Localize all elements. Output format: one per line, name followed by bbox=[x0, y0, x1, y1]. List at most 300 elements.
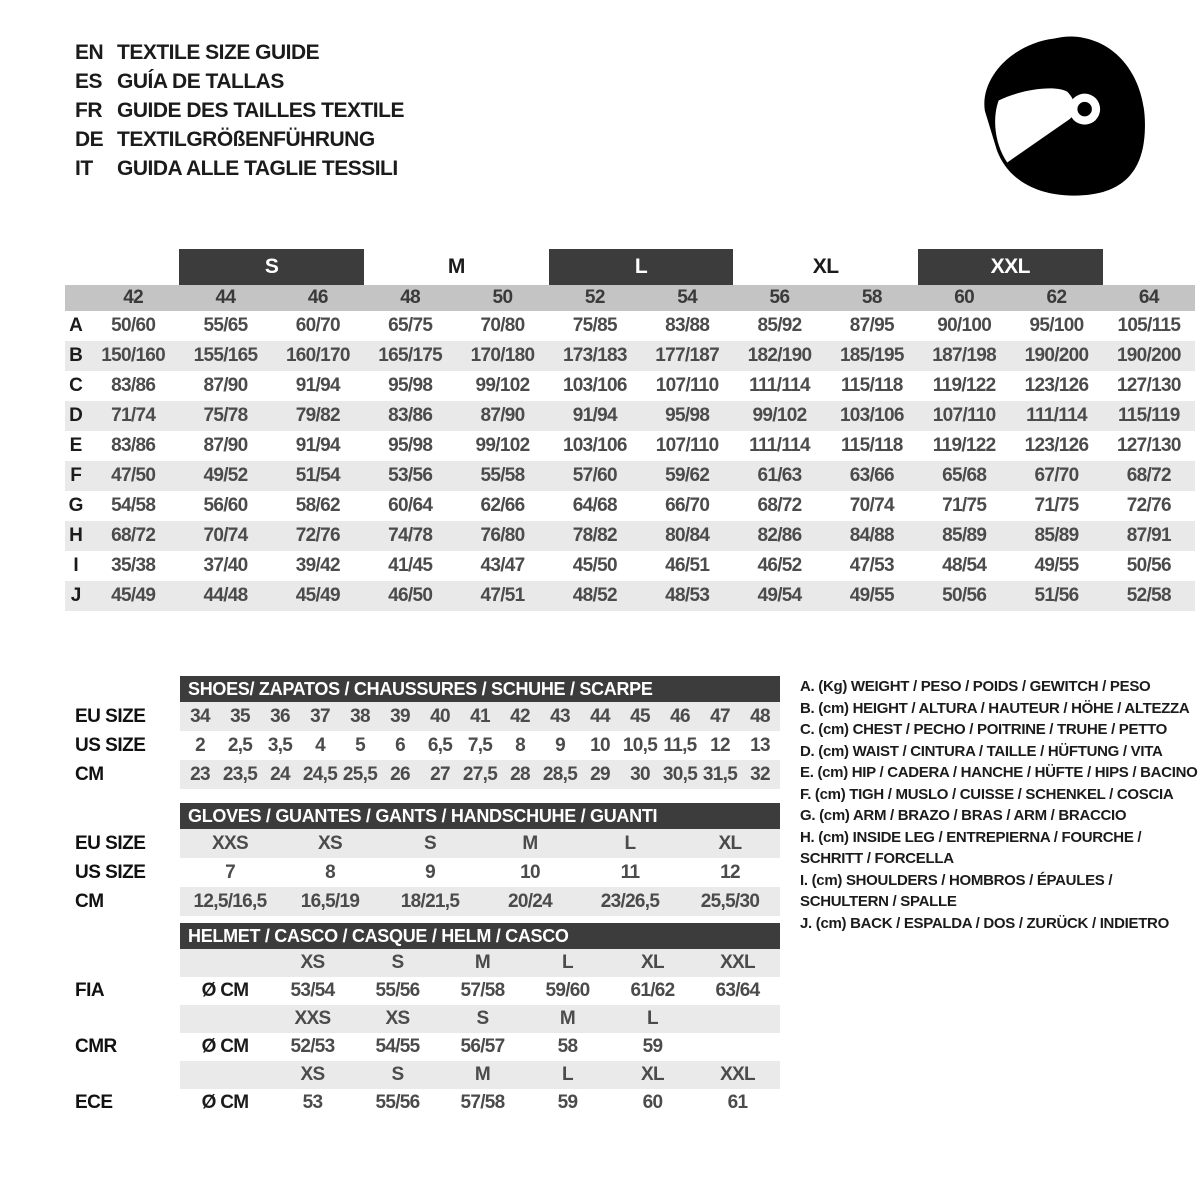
size-value: 31,5 bbox=[702, 763, 738, 785]
measurement-value: 78/82 bbox=[572, 525, 617, 546]
helmet-size-label: XL bbox=[641, 1064, 664, 1085]
helmet-table-title: HELMET / CASCO / CASQUE / HELM / CASCO bbox=[180, 923, 780, 949]
measurement-value: 51/54 bbox=[295, 465, 340, 486]
measurement-value: 105/115 bbox=[1117, 315, 1181, 336]
shoes-table-title: SHOES/ ZAPATOS / CHAUSSURES / SCHUHE / SCARPE bbox=[180, 676, 780, 702]
language-code: DE bbox=[75, 127, 104, 151]
measurement-value: 91/94 bbox=[295, 375, 340, 396]
size-column-header: 54 bbox=[677, 287, 698, 308]
measurement-value: 83/88 bbox=[665, 315, 710, 336]
measurement-value: 84/88 bbox=[849, 525, 894, 546]
helmet-size-label: S bbox=[476, 1008, 489, 1029]
size-value: 23/26,5 bbox=[600, 890, 660, 912]
helmet-size-value: 56/57 bbox=[460, 1036, 505, 1057]
size-value: 4 bbox=[315, 734, 325, 756]
measurement-value: 48/53 bbox=[665, 585, 710, 606]
measurement-value: 49/55 bbox=[1034, 555, 1079, 576]
row-label: US SIZE bbox=[75, 734, 146, 756]
size-group-xxl: XXL bbox=[918, 249, 1103, 285]
size-value: 12 bbox=[710, 734, 730, 756]
size-value: 16,5/19 bbox=[300, 890, 360, 912]
measurement-value: 111/114 bbox=[1026, 405, 1087, 426]
measurement-value: 83/86 bbox=[111, 435, 156, 456]
helmet-size-value bbox=[695, 1033, 780, 1061]
size-value: 5 bbox=[355, 734, 365, 756]
measurement-value: 48/54 bbox=[942, 555, 987, 576]
spacer bbox=[75, 676, 180, 702]
measurement-row-i bbox=[65, 551, 1195, 581]
measurement-value: 66/70 bbox=[665, 495, 710, 516]
legend-line: D. (cm) WAIST / CINTURA / TAILLE / HÜFTUNG / VITA bbox=[800, 742, 1163, 760]
size-value: 23,5 bbox=[222, 763, 258, 785]
size-value: M bbox=[522, 832, 538, 854]
measurement-value: 190/200 bbox=[1116, 345, 1181, 366]
size-value: 30 bbox=[630, 763, 650, 785]
measurement-value: 111/114 bbox=[749, 375, 810, 396]
measurement-value: 75/78 bbox=[203, 405, 248, 426]
measurement-value: 49/55 bbox=[849, 585, 894, 606]
measurement-value: 52/58 bbox=[1126, 585, 1171, 606]
helmet-size-band-row bbox=[75, 1061, 780, 1089]
measurement-value: 46/50 bbox=[388, 585, 433, 606]
measurement-value: 56/60 bbox=[203, 495, 248, 516]
measurement-value: 107/110 bbox=[655, 435, 719, 456]
row-label: EU SIZE bbox=[75, 705, 146, 727]
measurement-value: 51/56 bbox=[1034, 585, 1079, 606]
helmet-size-band-row bbox=[75, 1005, 780, 1033]
measurement-value: 87/90 bbox=[203, 435, 248, 456]
helmet-size-label: XS bbox=[385, 1008, 410, 1029]
size-group-xl: XL bbox=[812, 255, 839, 278]
measurement-value: 71/75 bbox=[1034, 495, 1079, 516]
measurement-row-j bbox=[65, 581, 1195, 611]
row-label: US SIZE bbox=[75, 861, 146, 883]
helmet-standard-row-cmr bbox=[75, 1033, 780, 1061]
measurement-row-a bbox=[65, 311, 1195, 341]
row-label: F bbox=[70, 465, 82, 486]
size-column-header: 42 bbox=[123, 287, 144, 308]
measurement-value: 67/70 bbox=[1034, 465, 1079, 486]
size-value: XL bbox=[718, 832, 742, 854]
language-text: GUIDE DES TAILLES TEXTILE bbox=[117, 98, 404, 122]
measurement-value: 70/74 bbox=[849, 495, 894, 516]
measurement-value: 107/110 bbox=[655, 375, 719, 396]
helmet-size-label: XXL bbox=[720, 952, 755, 973]
helmet-size-label: M bbox=[474, 1064, 491, 1085]
measurement-value: 54/58 bbox=[111, 495, 156, 516]
measurement-value: 111/114 bbox=[749, 435, 810, 456]
measurement-value: 182/190 bbox=[747, 345, 812, 366]
size-row bbox=[75, 829, 780, 858]
measurement-value: 50/56 bbox=[1126, 555, 1171, 576]
helmet-size-value: 59 bbox=[557, 1092, 578, 1113]
helmet-size-value: 53 bbox=[302, 1092, 323, 1113]
measurement-value: 45/50 bbox=[572, 555, 617, 576]
measurement-value: 71/75 bbox=[942, 495, 987, 516]
language-code: ES bbox=[75, 69, 103, 93]
measurement-value: 43/47 bbox=[480, 555, 525, 576]
size-value: 2 bbox=[195, 734, 205, 756]
measurement-value: 87/90 bbox=[203, 375, 248, 396]
legend-line: G. (cm) ARM / BRAZO / BRAS / ARM / BRACCIO bbox=[800, 807, 1127, 824]
size-value: 29 bbox=[590, 763, 610, 785]
size-row bbox=[75, 887, 780, 916]
measurement-value: 68/72 bbox=[757, 495, 802, 516]
measurement-value: 119/122 bbox=[932, 375, 996, 396]
measurement-value: 87/91 bbox=[1126, 525, 1171, 546]
row-label: C bbox=[69, 375, 83, 396]
measurement-value: 160/170 bbox=[285, 345, 350, 366]
size-value: 9 bbox=[425, 861, 435, 883]
language-code: IT bbox=[75, 156, 93, 180]
measurement-value: 173/183 bbox=[562, 345, 627, 366]
measurement-value: 80/84 bbox=[665, 525, 710, 546]
measurement-value: 55/65 bbox=[203, 315, 248, 336]
spacer bbox=[75, 949, 180, 977]
language-text: GUIDA ALLE TAGLIE TESSILI bbox=[117, 156, 398, 180]
row-label: G bbox=[68, 495, 84, 516]
measurement-value: 107/110 bbox=[932, 405, 996, 426]
measurement-value: 165/175 bbox=[378, 345, 443, 366]
helmet-size-value: 60 bbox=[642, 1092, 663, 1113]
language-title bbox=[75, 154, 404, 183]
measurement-value: 46/51 bbox=[665, 555, 710, 576]
gloves-table-title: GLOVES / GUANTES / GANTS / HANDSCHUHE / GUANTI bbox=[180, 803, 780, 829]
measurement-value: 75/85 bbox=[572, 315, 617, 336]
measurement-value: 127/130 bbox=[1116, 435, 1181, 456]
helmet-size-value: 63/64 bbox=[715, 980, 760, 1001]
diameter-unit: Ø CM bbox=[201, 1092, 249, 1113]
size-value: 10 bbox=[590, 734, 610, 756]
size-value: 46 bbox=[670, 705, 690, 727]
helmet-size-value: 58 bbox=[557, 1036, 578, 1057]
size-value: 47 bbox=[710, 705, 730, 727]
size-row bbox=[75, 731, 780, 760]
size-value: 11 bbox=[620, 861, 640, 883]
legend-line: A. (Kg) WEIGHT / PESO / POIDS / GEWITCH / PESO bbox=[800, 678, 1151, 695]
measurement-value: 85/89 bbox=[1034, 525, 1079, 546]
row-label: B bbox=[69, 345, 83, 366]
size-value: 11,5 bbox=[663, 734, 697, 756]
measurement-row-d bbox=[65, 401, 1195, 431]
standard-label: CMR bbox=[75, 1036, 117, 1057]
measurement-value: 127/130 bbox=[1116, 375, 1181, 396]
measurement-value: 47/50 bbox=[111, 465, 156, 486]
measurement-value: 57/60 bbox=[572, 465, 617, 486]
helmet-size-value: 57/58 bbox=[460, 1092, 505, 1113]
measurement-value: 65/75 bbox=[388, 315, 433, 336]
measurement-value: 59/62 bbox=[665, 465, 710, 486]
measurement-value: 85/92 bbox=[757, 315, 802, 336]
measurement-value: 62/66 bbox=[480, 495, 525, 516]
legend-line: E. (cm) HIP / CADERA / HANCHE / HÜFTE / HIPS / BACINO bbox=[800, 764, 1198, 781]
measurement-value: 48/52 bbox=[572, 585, 617, 606]
measurement-value: 115/119 bbox=[1117, 405, 1180, 426]
measurement-value: 83/86 bbox=[388, 405, 433, 426]
standard-label: ECE bbox=[75, 1092, 113, 1113]
language-title bbox=[75, 38, 404, 67]
legend-line: I. (cm) SHOULDERS / HOMBROS / ÉPAULES / bbox=[800, 871, 1113, 889]
size-value: S bbox=[424, 832, 436, 854]
helmet-size-label bbox=[695, 1005, 780, 1033]
diameter-unit: Ø CM bbox=[201, 1036, 249, 1057]
measurement-value: 76/80 bbox=[480, 525, 525, 546]
size-value: 42 bbox=[510, 705, 530, 727]
measurement-value: 50/60 bbox=[111, 315, 156, 336]
measurement-value: 72/76 bbox=[1126, 495, 1171, 516]
measurement-value: 70/80 bbox=[480, 315, 525, 336]
measurement-row-g bbox=[65, 491, 1195, 521]
size-column-header: 58 bbox=[861, 287, 882, 308]
helmet-size-value: 57/58 bbox=[460, 980, 505, 1001]
measurement-value: 37/40 bbox=[203, 555, 248, 576]
size-group-header-row bbox=[65, 249, 1195, 285]
helmet-size-label: L bbox=[562, 952, 573, 973]
measurement-value: 187/198 bbox=[932, 345, 997, 366]
size-group-l: L bbox=[549, 249, 734, 285]
measurement-value: 115/118 bbox=[840, 375, 903, 396]
size-column-header: 46 bbox=[307, 287, 328, 308]
legend-line: SCHRITT / FORCELLA bbox=[800, 850, 954, 867]
size-value: 12,5/16,5 bbox=[193, 890, 267, 912]
measurement-value: 99/102 bbox=[475, 435, 530, 456]
helmet-size-value: 54/55 bbox=[375, 1036, 420, 1057]
measurement-value: 83/86 bbox=[111, 375, 156, 396]
measurement-value: 185/195 bbox=[839, 345, 904, 366]
shoes-title-row bbox=[75, 676, 780, 702]
size-value: 7 bbox=[225, 861, 235, 883]
size-value: 10,5 bbox=[622, 734, 658, 756]
size-value: 24,5 bbox=[302, 763, 338, 785]
row-label: EU SIZE bbox=[75, 832, 146, 854]
size-column-header: 50 bbox=[492, 287, 513, 308]
legend-line: C. (cm) CHEST / PECHO / POITRINE / TRUHE / PETTO bbox=[800, 721, 1168, 738]
size-row bbox=[75, 760, 780, 789]
helmet-size-value: 52/53 bbox=[290, 1036, 335, 1057]
legend-line: J. (cm) BACK / ESPALDA / DOS / ZURÜCK / INDIETRO bbox=[800, 914, 1169, 932]
size-column-header: 64 bbox=[1138, 287, 1159, 308]
size-value: 40 bbox=[430, 705, 450, 727]
measurement-value: 103/106 bbox=[839, 405, 904, 426]
measurement-value: 119/122 bbox=[932, 435, 996, 456]
measurement-value: 41/45 bbox=[388, 555, 433, 576]
measurement-row-e bbox=[65, 431, 1195, 461]
helmet-size-value: 59/60 bbox=[545, 980, 590, 1001]
measurement-value: 68/72 bbox=[111, 525, 156, 546]
measurement-value: 95/98 bbox=[388, 375, 433, 396]
measurement-value: 177/187 bbox=[655, 345, 720, 366]
measurement-row-b bbox=[65, 341, 1195, 371]
size-value: L bbox=[624, 832, 636, 854]
measurement-value: 87/95 bbox=[849, 315, 894, 336]
size-column-header: 44 bbox=[215, 287, 236, 308]
measurement-value: 71/74 bbox=[111, 405, 156, 426]
measurement-value: 50/56 bbox=[942, 585, 987, 606]
measurement-value: 39/42 bbox=[295, 555, 340, 576]
helmet-size-label: XL bbox=[641, 952, 664, 973]
measurement-value: 91/94 bbox=[295, 435, 340, 456]
measurement-value: 45/49 bbox=[295, 585, 340, 606]
racing-helmet-icon bbox=[975, 30, 1153, 202]
size-value: 6,5 bbox=[427, 734, 453, 756]
helmet-standard-row-ece bbox=[75, 1089, 780, 1117]
helmet-size-label: S bbox=[391, 1064, 404, 1085]
garment-measurement-rows bbox=[65, 311, 1195, 611]
measurement-value: 45/49 bbox=[111, 585, 156, 606]
size-value: 18/21,5 bbox=[400, 890, 460, 912]
spacer bbox=[75, 923, 180, 949]
measurement-value: 55/58 bbox=[480, 465, 525, 486]
measurement-value: 72/76 bbox=[295, 525, 340, 546]
size-column-band bbox=[65, 285, 1195, 311]
row-label: D bbox=[69, 405, 83, 426]
measurement-value: 63/66 bbox=[849, 465, 894, 486]
language-code: FR bbox=[75, 98, 102, 122]
row-label: CM bbox=[75, 763, 104, 785]
size-column-header: 56 bbox=[769, 287, 790, 308]
size-value: 30,5 bbox=[662, 763, 698, 785]
gloves-title-row bbox=[75, 803, 780, 829]
language-title bbox=[75, 96, 404, 125]
measurement-row-c bbox=[65, 371, 1195, 401]
size-value: 38 bbox=[350, 705, 370, 727]
garment-size-table bbox=[65, 249, 1195, 611]
measurement-value: 49/54 bbox=[757, 585, 802, 606]
helmet-size-label: XS bbox=[300, 1064, 325, 1085]
measurement-value: 123/126 bbox=[1024, 435, 1089, 456]
language-title bbox=[75, 67, 404, 96]
measurement-value: 103/106 bbox=[562, 375, 627, 396]
size-value: 32 bbox=[750, 763, 770, 785]
size-value: 25,5/30 bbox=[700, 890, 760, 912]
size-value: 45 bbox=[630, 705, 650, 727]
row-label: H bbox=[69, 525, 83, 546]
size-row bbox=[75, 702, 780, 731]
size-value: 28 bbox=[510, 763, 530, 785]
legend-line: B. (cm) HEIGHT / ALTURA / HAUTEUR / HÖHE / ALTEZZA bbox=[800, 699, 1190, 717]
standard-label: FIA bbox=[75, 980, 105, 1001]
measurement-value: 79/82 bbox=[295, 405, 340, 426]
spacer bbox=[180, 949, 270, 977]
size-value: XXS bbox=[212, 832, 248, 854]
helmet-size-label: M bbox=[474, 952, 491, 973]
size-value: 28,5 bbox=[542, 763, 578, 785]
language-text: TEXTILE SIZE GUIDE bbox=[117, 40, 320, 64]
helmet-size-label: XXL bbox=[720, 1064, 755, 1085]
measurement-value: 99/102 bbox=[475, 375, 530, 396]
measurement-row-h bbox=[65, 521, 1195, 551]
legend-line: H. (cm) INSIDE LEG / ENTREPIERNA / FOURCHE / bbox=[800, 828, 1142, 846]
size-value: 12 bbox=[720, 861, 740, 883]
size-value: 43 bbox=[550, 705, 570, 727]
measurement-value: 70/74 bbox=[203, 525, 248, 546]
helmet-size-label: XXS bbox=[294, 1008, 331, 1029]
measurement-value: 46/52 bbox=[757, 555, 802, 576]
spacer bbox=[180, 1061, 270, 1089]
size-column-header: 48 bbox=[400, 287, 421, 308]
size-value: 20/24 bbox=[507, 890, 553, 912]
size-value: 41 bbox=[470, 705, 490, 727]
helmet-standard-row-fia bbox=[75, 977, 780, 1005]
legend-line: SCHULTERN / SPALLE bbox=[800, 893, 957, 910]
measurement-value: 190/200 bbox=[1024, 345, 1089, 366]
size-value: 7,5 bbox=[467, 734, 493, 756]
size-value: 37 bbox=[310, 705, 330, 727]
helmet-size-label: L bbox=[647, 1008, 658, 1029]
helmet-size-value: 61 bbox=[727, 1092, 748, 1113]
measurement-value: 44/48 bbox=[203, 585, 248, 606]
spacer bbox=[65, 285, 87, 311]
helmet-size-value: 53/54 bbox=[290, 980, 335, 1001]
legend-line: F. (cm) TIGH / MUSLO / CUISSE / SCHENKEL / COSCIA bbox=[800, 785, 1174, 803]
measurement-value: 60/64 bbox=[388, 495, 433, 516]
helmet-size-label: L bbox=[562, 1064, 573, 1085]
spacer bbox=[75, 1005, 180, 1033]
measurement-value: 150/160 bbox=[101, 345, 166, 366]
measurement-value: 53/56 bbox=[388, 465, 433, 486]
measurement-value: 95/100 bbox=[1029, 315, 1084, 336]
size-value: 39 bbox=[390, 705, 410, 727]
size-value: 44 bbox=[590, 705, 610, 727]
helmet-size-label: S bbox=[391, 952, 404, 973]
size-column-header: 60 bbox=[954, 287, 975, 308]
diameter-unit: Ø CM bbox=[201, 980, 249, 1001]
measurement-value: 82/86 bbox=[757, 525, 802, 546]
language-text: TEXTILGRÖßENFÜHRUNG bbox=[117, 127, 375, 151]
measurement-value: 91/94 bbox=[572, 405, 617, 426]
size-column-header: 52 bbox=[584, 287, 605, 308]
helmet-size-band-row bbox=[75, 949, 780, 977]
size-value: 26 bbox=[390, 763, 410, 785]
size-value: 36 bbox=[270, 705, 290, 727]
measurement-value: 35/38 bbox=[111, 555, 156, 576]
measurement-value: 95/98 bbox=[665, 405, 710, 426]
size-column-header: 62 bbox=[1046, 287, 1067, 308]
size-value: 8 bbox=[325, 861, 335, 883]
row-label: I bbox=[73, 555, 79, 576]
measurement-value: 68/72 bbox=[1126, 465, 1171, 486]
spacer bbox=[180, 1005, 270, 1033]
row-label: E bbox=[69, 435, 83, 456]
size-value: 27,5 bbox=[462, 763, 498, 785]
measurement-value: 103/106 bbox=[562, 435, 627, 456]
language-title-list bbox=[75, 38, 404, 183]
size-value: 8 bbox=[515, 734, 525, 756]
measurement-value: 74/78 bbox=[388, 525, 433, 546]
size-value: 35 bbox=[230, 705, 250, 727]
measurement-value: 64/68 bbox=[572, 495, 617, 516]
size-value: 25,5 bbox=[342, 763, 378, 785]
helmet-size-label: XS bbox=[300, 952, 325, 973]
helmet-size-label: M bbox=[559, 1008, 576, 1029]
size-row bbox=[75, 858, 780, 887]
measurement-value: 47/51 bbox=[480, 585, 525, 606]
row-label: CM bbox=[75, 890, 104, 912]
helmet-size-value: 59 bbox=[642, 1036, 663, 1057]
size-value: 34 bbox=[190, 705, 210, 727]
helmet-title-row bbox=[75, 923, 780, 949]
size-value: 3,5 bbox=[267, 734, 293, 756]
size-value: 2,5 bbox=[227, 734, 253, 756]
language-code: EN bbox=[75, 40, 104, 64]
helmet-size-value: 55/56 bbox=[375, 1092, 420, 1113]
shoes-rows bbox=[75, 702, 780, 789]
helmet-rows bbox=[75, 949, 780, 1117]
measurement-value: 60/70 bbox=[295, 315, 340, 336]
size-value: 48 bbox=[750, 705, 770, 727]
size-value: 23 bbox=[190, 763, 210, 785]
measurement-value: 99/102 bbox=[752, 405, 807, 426]
